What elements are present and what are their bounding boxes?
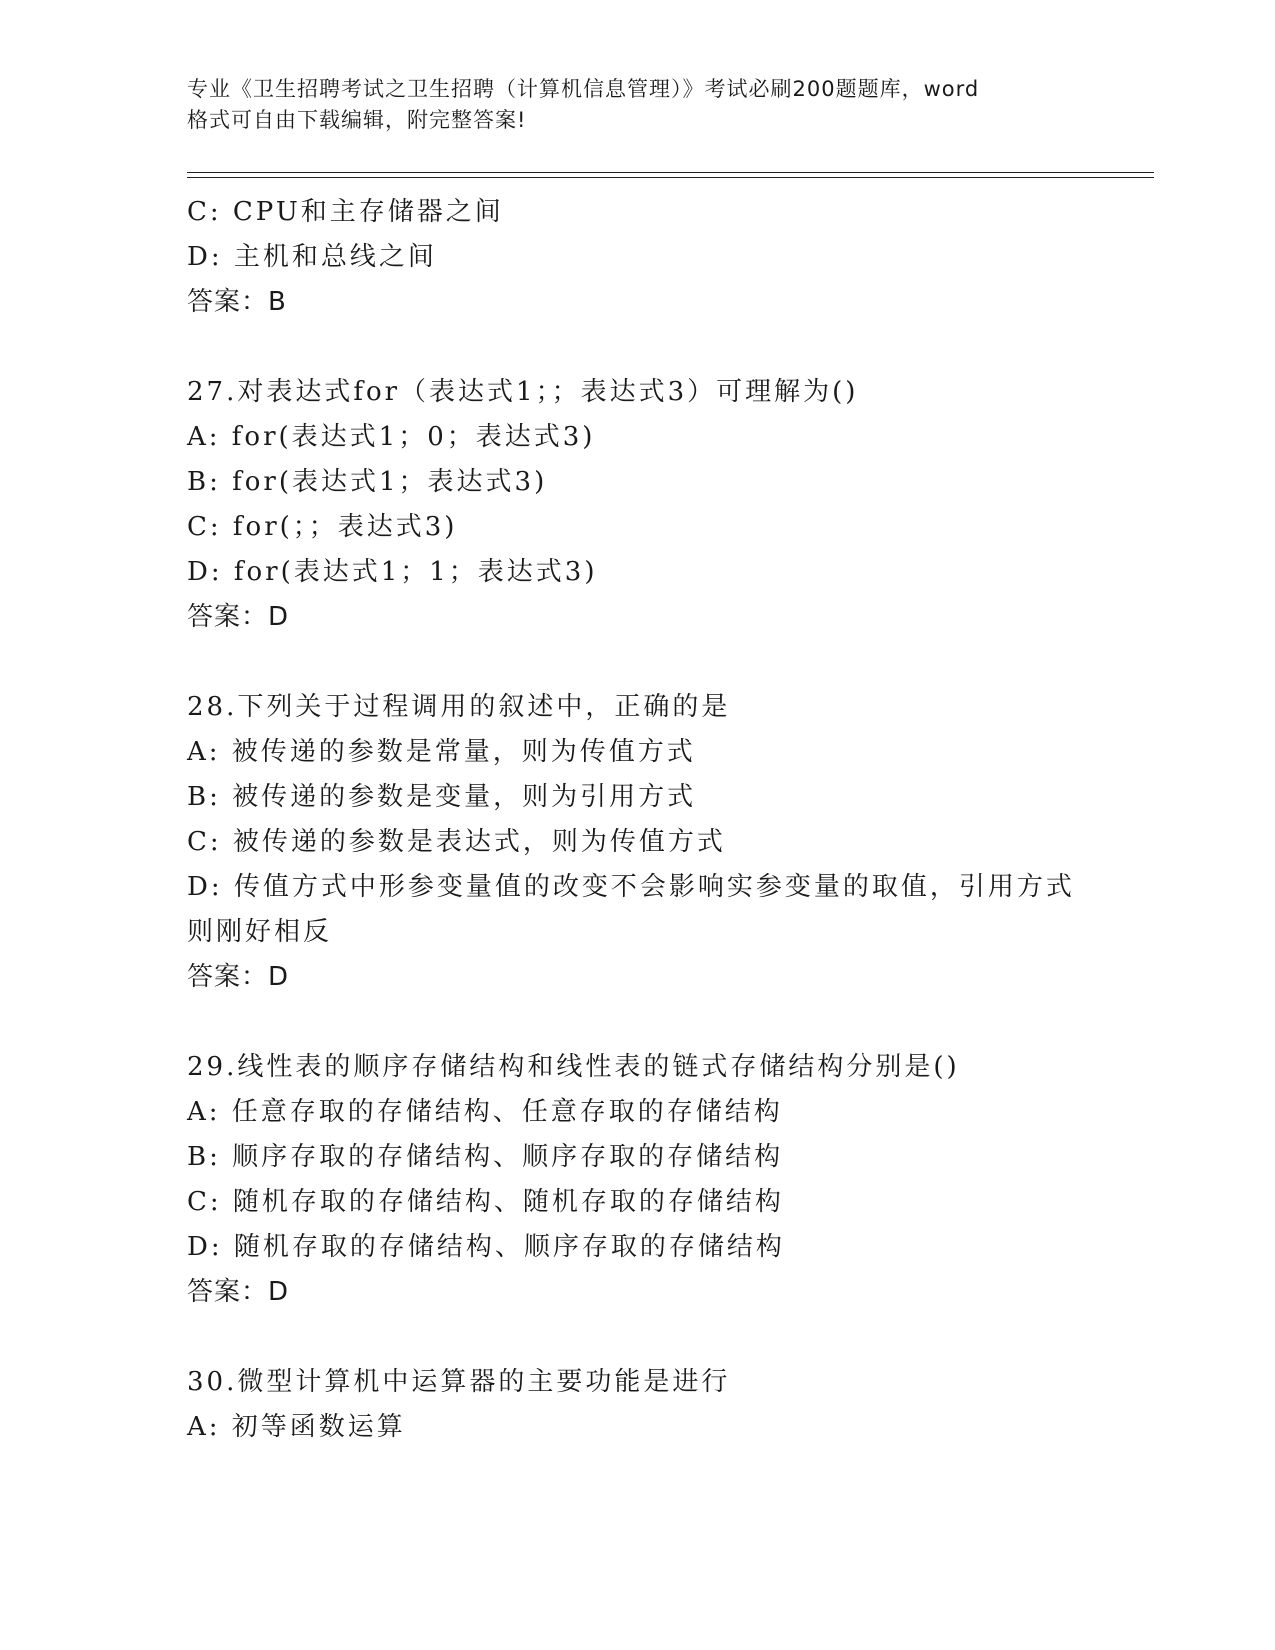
question-list [187,190,1107,1450]
q28-answer: 答案：D [187,962,290,992]
q29-option-a: A: 任意存取的存储结构、任意存取的存储结构 [187,1097,783,1127]
q29-option-b: B: 顺序存取的存储结构、顺序存取的存储结构 [187,1142,784,1172]
q30-stem: 30.微型计算机中运算器的主要功能是进行 [187,1367,731,1397]
header-rule-top [187,172,1154,173]
q28-option-b: B: 被传递的参数是变量，则为引用方式 [187,782,697,812]
q26-option-c: C: CPU和主存储器之间 [187,197,504,227]
q28-option-a: A: 被传递的参数是常量，则为传值方式 [187,737,696,767]
q29-answer: 答案：D [187,1277,290,1307]
header-line-2: 格式可自由下载编辑，附完整答案! [187,108,527,132]
q29-option-c: C: 随机存取的存储结构、随机存取的存储结构 [187,1187,784,1217]
q27-option-b: B: for(表达式1；表达式3) [187,467,548,497]
q28-option-d: D: 传值方式中形参变量值的改变不会影响实参变量的取值，引用方式 [187,872,1075,902]
q26-option-d: D: 主机和总线之间 [187,242,437,272]
q27-option-d: D: for(表达式1；1；表达式3) [187,557,598,587]
q27-answer: 答案：D [187,602,290,632]
q29-option-d: D: 随机存取的存储结构、顺序存取的存储结构 [187,1232,785,1262]
spacer [187,1315,1107,1360]
q27-stem: 27.对表达式for（表达式1；；表达式3）可理解为() [187,377,859,407]
spacer [187,640,1107,685]
header-rule-bottom [187,177,1154,178]
page-header [187,74,1087,136]
spacer [187,1000,1107,1045]
spacer [187,325,1107,370]
header-line-1: 专业《卫生招聘考试之卫生招聘（计算机信息管理）》考试必刷200题题库，word [187,77,980,101]
q28-option-c: C: 被传递的参数是表达式，则为传值方式 [187,827,726,857]
q27-option-c: C: for(；；表达式3) [187,512,458,542]
q28-stem: 28.下列关于过程调用的叙述中，正确的是 [187,692,731,722]
q30-option-a: A: 初等函数运算 [187,1412,406,1442]
q26-answer: 答案：B [187,287,287,317]
q29-stem: 29.线性表的顺序存储结构和线性表的链式存储结构分别是() [187,1052,960,1082]
q28-option-d-continued: 则刚好相反 [187,917,333,947]
q27-option-a: A: for(表达式1；0；表达式3) [187,422,596,452]
